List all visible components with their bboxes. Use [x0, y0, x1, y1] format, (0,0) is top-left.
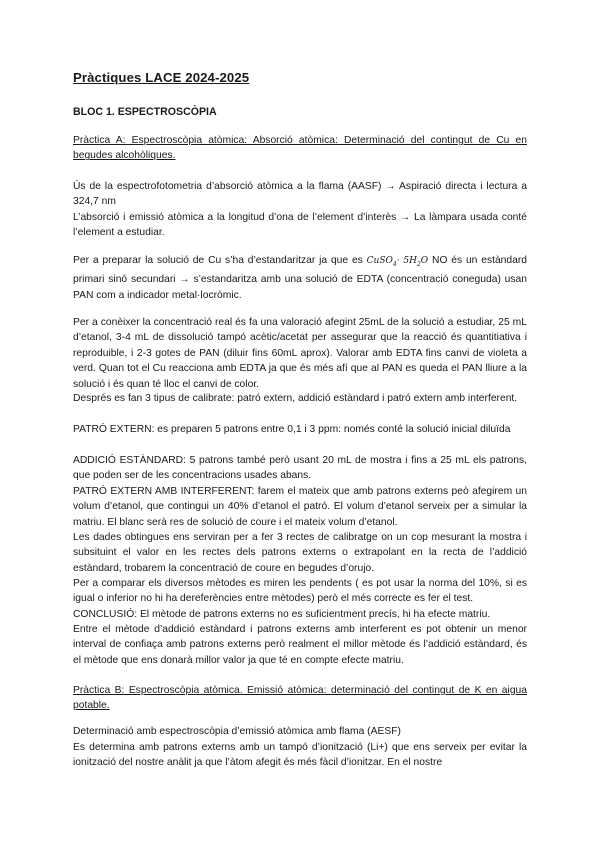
practica-a-paragraph-10: Per a comparar els diversos mètodes es miren les pendents ( es pot usar la norma del 10%, si es igual o inferior no hi ha dereferències entre mètodes) però el més correcte es fer el test. [73, 578, 527, 605]
practica-b-heading: Pràctica B: Espectroscòpia atòmica. Emissió atòmica: determinació del contingut de K en aigua potable. [73, 685, 527, 712]
practica-a-conclusion: CONCLUSIÓ: El mètode de patrons externs no es suficientment precís, hi ha efecte matriu. [73, 609, 491, 620]
practica-a-paragraph-12: Entre el mètode d’addició estàndard i patrons externs amb interferent es pot obtenir un menor interval de confiaça amb patrons externs però realment el millor mètode és l’addició estàndard, és el mètode que ens donarà millor valor ja que té en compte efecte matriu. [73, 624, 527, 666]
formula-subscript-2: 2 [416, 260, 421, 268]
formula-end: O [420, 256, 429, 266]
practica-a-paragraph-1: Ús de la espectrofotometria d’absorció atòmica a la flama (AASF) → Aspiració directa i lectura a 324,7 nm [73, 181, 527, 208]
section-heading-bloc-1: BLOC 1. ESPECTROSCÒPIA [73, 106, 217, 118]
practica-b-paragraph-2: Es determina amb patrons externs amb un tampó d’ionització (Li+) que ens serveix per evitar la ionització del nostre anàlit ja que l’àtom afegit és més fàcil d’ionitzar. En el nostre [73, 742, 527, 769]
formula-main: CuSO [366, 256, 393, 266]
practica-a-paragraph-9: Les dades obtingues ens serviran per a fer 3 rectes de calibratge on un cop mesurant la mostra i subsituint el valor en les rectes dels patrons externs o extrapolant en la recta de l’addició estàndard, trobarem la concentració de coure en begudes d’orujo. [73, 532, 527, 574]
formula-mid: · 5H [396, 256, 417, 266]
paragraph-3-text-start: Per a preparar la solució de Cu s’ha d’estandaritzar ja que es [73, 255, 367, 266]
practica-a-paragraph-4: Per a conèixer la concentració real és fa una valoració afegint 25mL de la solució a estudiar, 25 mL d’etanol, 3-4 mL de dissolució tampó acètic/acetat per assegurar que la reacció és quantitiativa i reproduible, i 2-3 gotes de PAN (diluir fins 60mL aprox). Valorar amb EDTA fins canvi de violeta a verd. Quan tot el Cu reacciona amb EDTA ja que és més afí que al PAN es queda el PAN lliure a la solució i és quan té lloc el canvi de color. [73, 317, 527, 390]
practica-a-paragraph-2: L’absorció i emissió atòmica a la longitud d’ona de l’element d’interès → La làmpara usada conté l’element a estudiar. [73, 212, 527, 239]
practica-a-paragraph-5: Després es fan 3 tipus de calibrate: patró extern, addició estàndard i patró extern amb interferent. [73, 393, 518, 404]
document-title: Pràctiques LACE 2024-2025 [73, 70, 250, 85]
paragraph-3-text-end: NO és un estàndard primari sinó secundari → s’estandaritza amb una solució de EDTA (concentració coneguda) usan PAN com a indicador metal·locròmic. [73, 255, 528, 301]
copper-sulfate-formula [367, 256, 429, 266]
practica-b-paragraph-1: Determinació amb espectroscòpia d’emissió atòmica amb flama (AESF) [73, 726, 401, 737]
practica-a-paragraph-6: PATRÓ EXTERN: es preparen 5 patrons entre 0,1 i 3 ppm: només conté la solució inicial diluïda [73, 424, 511, 435]
practica-a-heading: Pràctica A: Espectroscòpia atòmica: Absorció atòmica: Determinació del contingut de Cu en begudes alcohòliques. [73, 135, 527, 162]
practica-a-paragraph-8: PATRÓ EXTERN AMB INTERFERENT: farem el mateix que amb patrons externs peò afegirem un volum d’etanol, que contingui un 40% d’etanol el patró. El volum d’etanol serveix per a simular la matriu. El blanc serà res de solució de coure i el mateix volum d’etanol. [73, 486, 527, 528]
practica-a-paragraph-3 [73, 253, 527, 303]
practica-a-paragraph-7: ADDICIÓ ESTÀNDARD: 5 patrons també però usant 20 mL de mostra i fins a 25 mL els patrons, que poden ser de les concentracions usades abans. [73, 455, 527, 482]
formula-subscript-4: 4 [392, 260, 397, 268]
